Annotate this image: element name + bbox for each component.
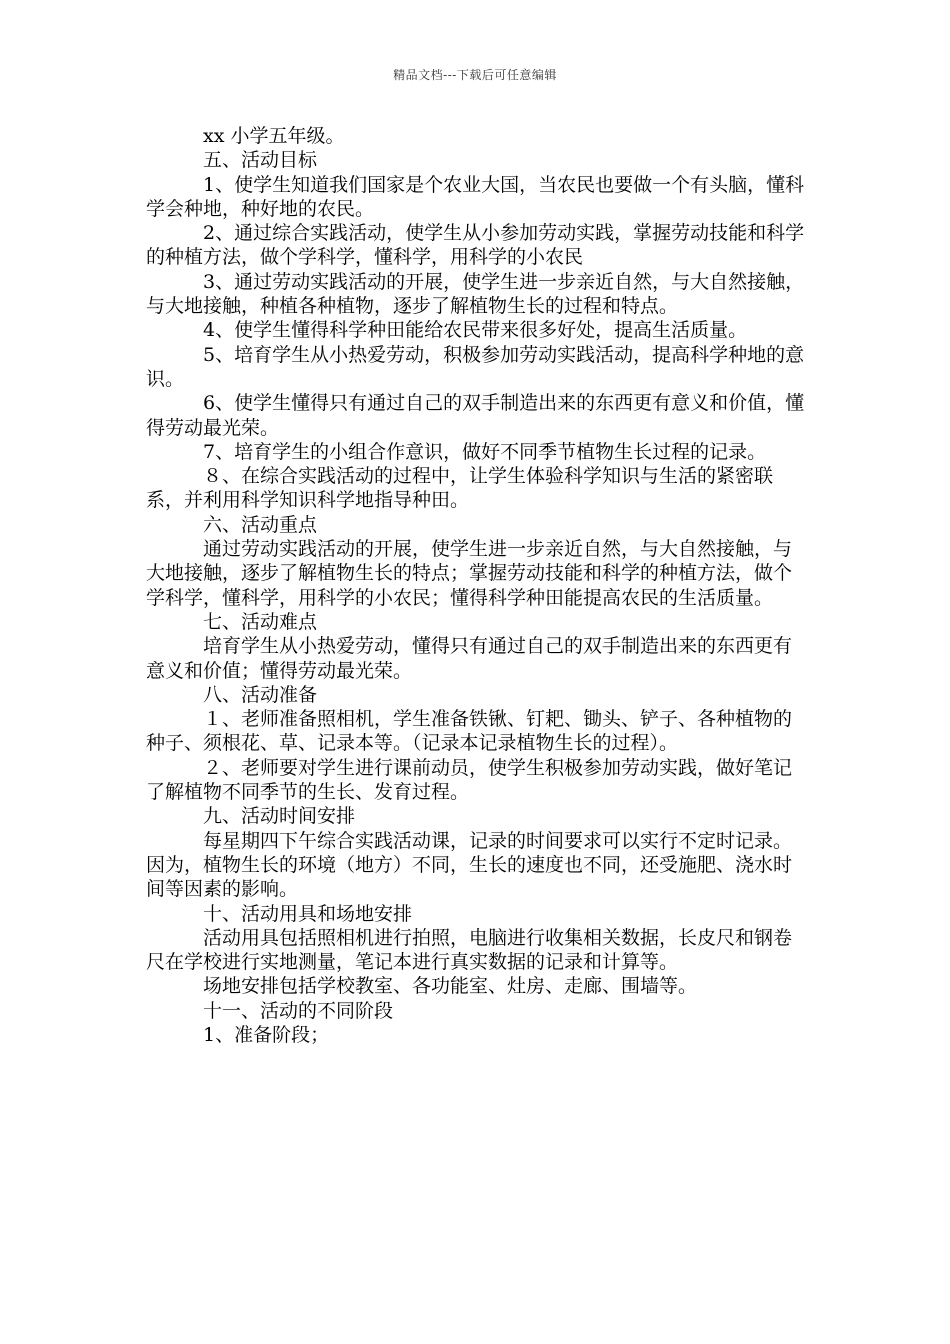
paragraph: 活动用具包括照相机进行拍照，电脑进行收集相关数据，长皮尺和钢卷尺在学校进行实地测量，笔记本进行真实数据的记录和计算等。 [146, 926, 793, 974]
paragraph: 1、使学生知道我们国家是个农业大国，当农民也要做一个有头脑，懂科学会种地，种好地的农民。 [146, 173, 805, 220]
paragraph: 1、准备阶段； [203, 1023, 330, 1046]
paragraph: 通过劳动实践活动的开展，使学生进一步亲近自然，与大自然接触，与大地接触，逐步了解植物生长的特点；掌握劳动技能和科学的种植方法，做个学科学，懂科学，用科学的小农民；懂得科学种田能提高农民的生活质量。 [146, 538, 793, 609]
paragraph: １、老师准备照相机，学生准备铁锹、钉耙、锄头、铲子、各种植物的种子、须根花、草、记录本等。（记录本记录植物生长的过程）。 [146, 708, 793, 755]
section-heading: 九、活动时间安排 [203, 805, 356, 828]
paragraph: 场地安排包括学校教室、各功能室、灶房、走廊、围墙等。 [203, 975, 698, 998]
paragraph: 5、培育学生从小热爱劳动，积极参加劳动实践活动，提高科学种地的意识。 [146, 343, 805, 390]
paragraph: xx 小学五年级。 [203, 125, 345, 147]
paragraph: 7、培育学生的小组合作意识，做好不同季节植物生长过程的记录。 [203, 440, 767, 463]
paragraph: ８、在综合实践活动的过程中，让学生体验科学知识与生活的紧密联系，并利用科学知识科学地指导种田。 [146, 465, 774, 512]
section-heading: 八、活动准备 [203, 683, 318, 706]
paragraph: 培育学生从小热爱劳动，懂得只有通过自己的双手制造出来的东西更有意义和价值；懂得劳动最光荣。 [146, 635, 793, 682]
paragraph: 6、使学生懂得只有通过自己的双手制造出来的东西更有意义和价值，懂得劳动最光荣。 [146, 392, 805, 439]
section-heading: 六、活动重点 [203, 513, 318, 536]
document-body [146, 124, 810, 1047]
paragraph: 4、使学生懂得科学种田能给农民带来很多好处，提高生活质量。 [203, 319, 748, 342]
section-heading: 七、活动难点 [203, 610, 318, 633]
page-header: 精品文档---下载后可任意编辑 [393, 68, 557, 82]
paragraph: 2、通过综合实践活动，使学生从小参加劳动实践，掌握劳动技能和科学的种植方法，做个学科学，懂科学，用科学的小农民 [146, 222, 805, 269]
section-heading: 十、活动用具和场地安排 [203, 902, 413, 925]
paragraph: 3、通过劳动实践活动的开展，使学生进一步亲近自然，与大自然接触，与大地接触，种植各种植物，逐步了解植物生长的过程和特点。 [146, 270, 805, 318]
section-heading: 十一、活动的不同阶段 [203, 999, 394, 1022]
paragraph: ２、老师要对学生进行课前动员，使学生积极参加劳动实践，做好笔记了解植物不同季节的生长、发育过程。 [146, 756, 793, 804]
section-heading: 五、活动目标 [203, 149, 318, 172]
paragraph: 每星期四下午综合实践活动课，记录的时间要求可以实行不定时记录。因为，植物生长的环境（地方）不同，生长的速度也不同，还受施肥、浇水时间等因素的影响。 [146, 829, 793, 901]
